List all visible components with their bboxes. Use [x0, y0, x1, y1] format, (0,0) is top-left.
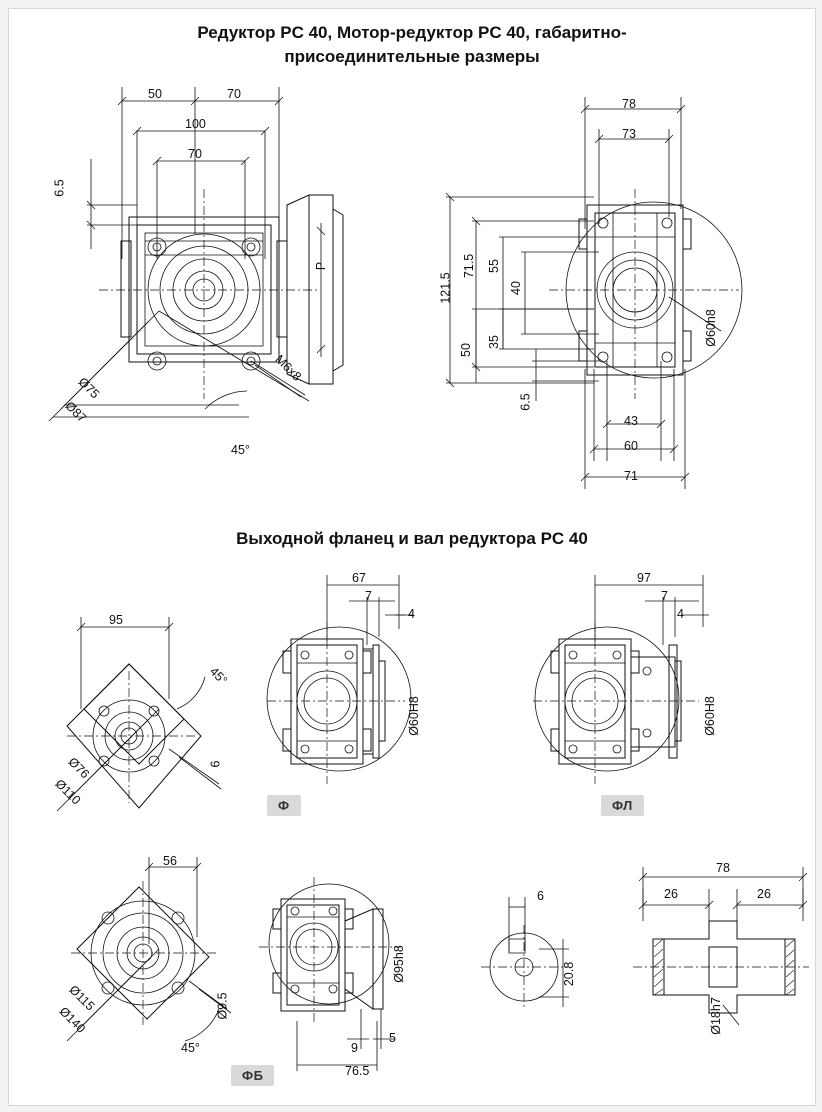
dim-d60h8: Ø60h8	[703, 309, 718, 347]
dim-55: 55	[486, 259, 501, 273]
dim-4-f: 4	[408, 607, 415, 621]
dim-60: 60	[624, 439, 638, 453]
dim-45deg-fb: 45°	[181, 1041, 200, 1055]
dim-67: 67	[352, 571, 366, 585]
dim-9-fb: 9	[351, 1041, 358, 1055]
dim-6-5-right: 6.5	[518, 393, 533, 411]
drawing-page	[8, 8, 816, 1106]
dim-35: 35	[486, 335, 501, 349]
dim-d60H8-fl: Ø60H8	[702, 696, 717, 736]
badge-fl: ФЛ	[601, 795, 644, 816]
dim-M6x8: M6x8	[272, 352, 305, 384]
page-title-line1: Редуктор PC 40, Мотор-редуктор PC 40, габаритно-	[197, 23, 627, 42]
dim-7-fl: 7	[661, 589, 668, 603]
dim-d110: Ø110	[52, 776, 84, 808]
badge-f: Ф	[267, 795, 301, 816]
dim-43: 43	[624, 414, 638, 428]
dim-5-fb: 5	[389, 1031, 396, 1045]
shaft-graphic	[9, 9, 815, 1105]
dim-95: 95	[109, 613, 123, 627]
dim-100: 100	[185, 117, 206, 131]
dim-73: 73	[622, 127, 636, 141]
dim-76-5: 76.5	[345, 1064, 370, 1078]
dim-6-f: 6	[208, 760, 223, 768]
dim-40: 40	[508, 281, 523, 295]
dim-20-8: 20.8	[562, 961, 577, 987]
badge-fb: ФБ	[231, 1065, 274, 1086]
dim-d115: Ø115	[66, 982, 98, 1014]
dim-6-5-left: 6.5	[52, 179, 67, 197]
dim-d95h8: Ø95h8	[391, 945, 406, 983]
dim-70-inner: 70	[188, 147, 202, 161]
section-title: Выходной фланец и вал редуктора PC 40	[236, 529, 588, 548]
dim-26-left: 26	[664, 887, 678, 901]
dim-45deg-left: 45°	[231, 443, 250, 457]
dim-d18h7: Ø18h7	[708, 997, 723, 1035]
dim-50-right: 50	[458, 343, 473, 357]
dim-78-shaft: 78	[716, 861, 730, 875]
dim-d140: Ø140	[56, 1004, 89, 1036]
dim-d75: Ø75	[75, 374, 103, 402]
dim-121-5: 121.5	[438, 272, 453, 304]
dim-71-5: 71.5	[462, 253, 477, 279]
dim-d60H8-f: Ø60H8	[406, 696, 421, 736]
dim-7-f: 7	[365, 589, 372, 603]
dim-78: 78	[622, 97, 636, 111]
dim-45deg-f: 45°	[206, 664, 231, 688]
dim-d87: Ø87	[62, 398, 90, 426]
page-title-line2: присоединительные размеры	[284, 47, 540, 66]
dim-4-fl: 4	[677, 607, 684, 621]
dim-P: P	[314, 261, 329, 271]
dim-6-shaft: 6	[537, 889, 544, 903]
dim-d9-5: Ø9.5	[215, 992, 230, 1020]
dim-97: 97	[637, 571, 651, 585]
dim-26-right: 26	[757, 887, 771, 901]
dim-70-top: 70	[227, 87, 241, 101]
dim-d76: Ø76	[65, 754, 93, 782]
dim-56: 56	[163, 854, 177, 868]
dim-50: 50	[148, 87, 162, 101]
dim-71: 71	[624, 469, 638, 483]
